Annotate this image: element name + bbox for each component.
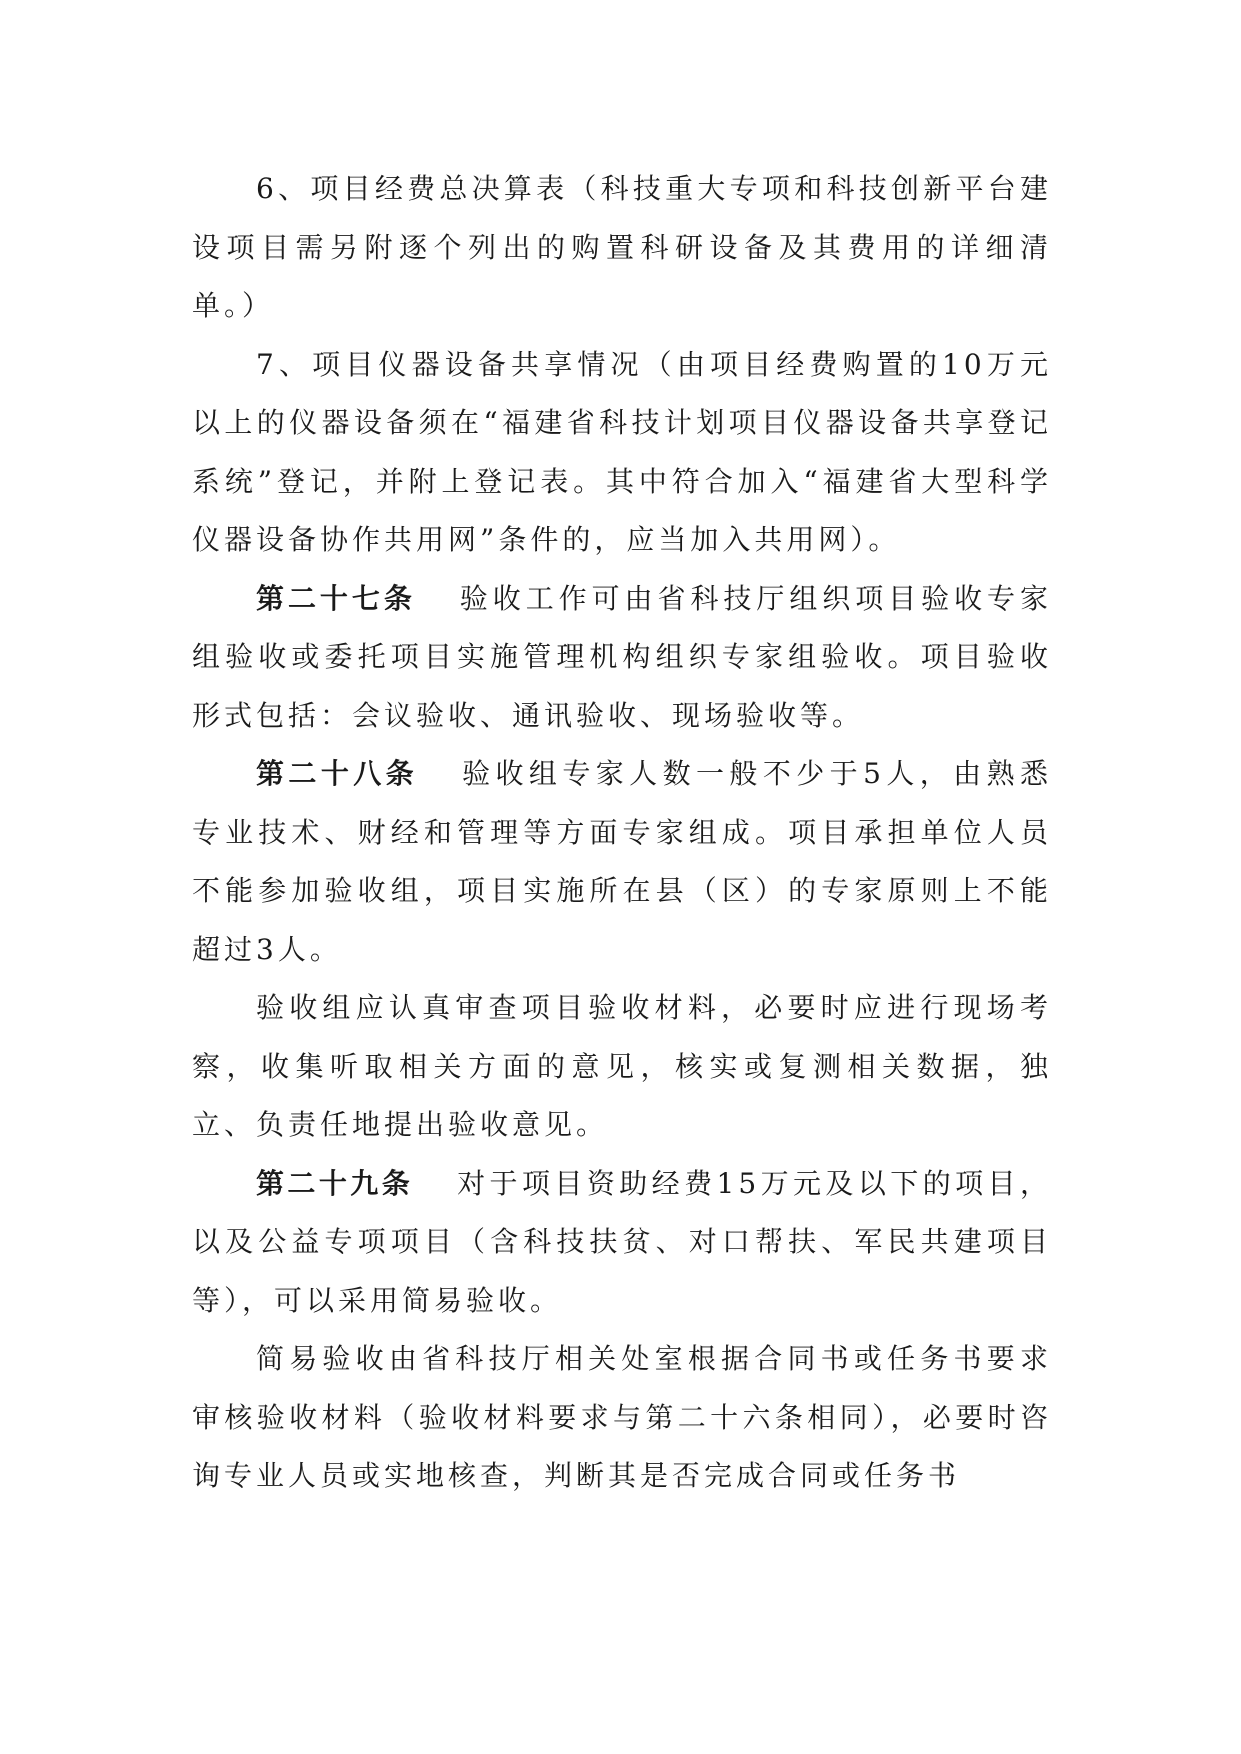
paragraph-text: 7、项目仪器设备共享情况（由项目经费购置的10万元以上的仪器设备须在“福建省科技计划项目仪器设备共享登记系统”登记，并附上登记表。其中符合加入“福建省大型科学仪器设备协作共用网”条件的，应当加入共用网）。 xyxy=(192,347,1052,556)
paragraph-item-7 xyxy=(192,336,1052,570)
paragraph-text: 6、项目经费总决算表（科技重大专项和科技创新平台建设项目需另附逐个列出的购置科研设备及其费用的详细清单。） xyxy=(192,172,1052,322)
article-number: 第二十八条 xyxy=(256,757,419,790)
paragraph-article-28 xyxy=(192,745,1052,979)
article-number: 第二十七条 xyxy=(256,581,416,615)
paragraph-text: 验收组专家人数一般不少于5人，由熟悉专业技术、财经和管理等方面专家组成。项目承担单位人员不能参加验收组，项目实施所在县（区）的专家原则上不能超过3人。 xyxy=(192,757,1052,966)
paragraph-review-group xyxy=(192,979,1052,1155)
paragraph-text: 验收工作可由省科技厅组织项目验收专家组验收或委托项目实施管理机构组织专家组验收。项目验收形式包括：会议验收、通讯验收、现场验收等。 xyxy=(192,581,1052,732)
document-body xyxy=(192,160,1052,1506)
paragraph-text: 简易验收由省科技厅相关处室根据合同书或任务书要求审核验收材料（验收材料要求与第二十六条相同），必要时咨询专业人员或实地核查，判断其是否完成合同或任务书 xyxy=(192,1342,1052,1492)
paragraph-text: 对于项目资助经费15万元及以下的项目，以及公益专项项目（含科技扶贫、对口帮扶、军民共建项目等），可以采用简易验收。 xyxy=(192,1166,1052,1317)
article-number: 第二十九条 xyxy=(256,1166,414,1200)
paragraph-text: 验收组应认真审查项目验收材料，必要时应进行现场考察，收集听取相关方面的意见，核实或复测相关数据，独立、负责任地提出验收意见。 xyxy=(192,991,1052,1141)
paragraph-article-27 xyxy=(192,570,1052,746)
paragraph-item-6 xyxy=(192,160,1052,336)
paragraph-article-29 xyxy=(192,1155,1052,1331)
paragraph-simple-acceptance xyxy=(192,1330,1052,1506)
